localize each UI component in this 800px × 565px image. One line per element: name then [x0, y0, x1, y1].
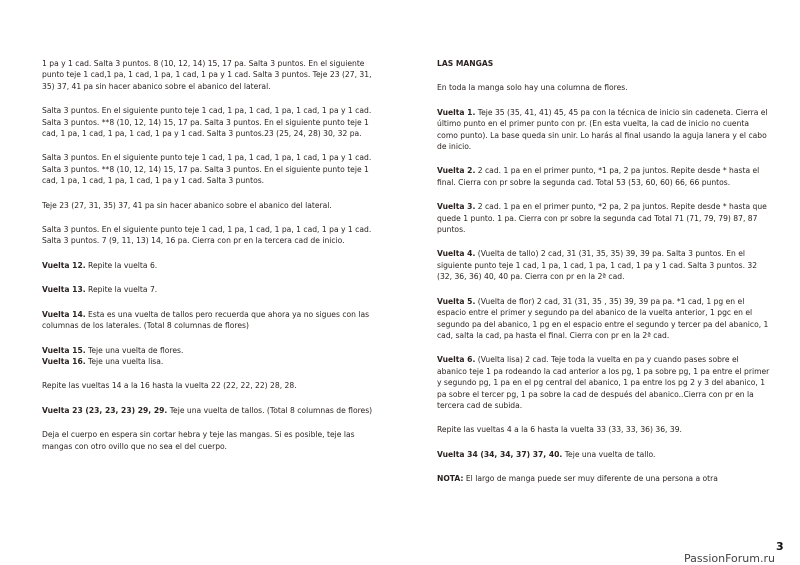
round-label: Vuelta 16.	[42, 356, 86, 366]
paragraph-text: Repite las vueltas 14 a la 16 hasta la vuelta 22 (22, 22, 22) 28, 28.	[42, 381, 297, 391]
round-label: Vuelta 1.	[437, 107, 476, 117]
paragraph	[42, 380, 374, 391]
round-label: Vuelta 3.	[437, 202, 476, 212]
round-label: NOTA:	[437, 474, 464, 484]
round-label: Vuelta 13.	[42, 285, 86, 295]
round-label: Vuelta 23 (23, 23, 23) 29, 29.	[42, 405, 168, 415]
paragraph	[42, 58, 374, 92]
paragraph-text: Teje una vuelta de tallos. (Total 8 columnas de flores)	[167, 405, 373, 415]
paragraph-text: (Vuelta de tallo) 2 cad, 31 (31, 35, 35) 39, 39 pa. Salta 3 puntos. En el siguiente punto teje 1 cad, 1 pa, 1 cad, 1 pa, 1 cad, 1 pa y 1 cad. Salta 3 puntos. 32 (32, 36, 36) 40, 40 pa. Cierra con pr en la 2ª cad.	[437, 249, 758, 282]
round-label: Vuelta 4.	[437, 249, 476, 259]
paragraph	[42, 345, 374, 356]
paragraph-text: Repite la vuelta 6.	[85, 260, 158, 270]
paragraph	[437, 201, 770, 235]
paragraph	[42, 200, 374, 211]
round-label: Vuelta 12.	[42, 260, 86, 270]
paragraph	[437, 165, 770, 188]
paragraph-text: En toda la manga solo hay una columna de flores.	[437, 83, 628, 93]
paragraph	[42, 260, 374, 271]
paragraph	[42, 309, 374, 332]
paragraph	[42, 224, 374, 247]
paragraph-text: Deja el cuerpo en espera sin cortar hebra y teje las mangas. Si es posible, teje las mangas con otro ovillo que no sea el del cuerpo.	[42, 430, 355, 451]
round-label: Vuelta 5.	[437, 296, 476, 306]
paragraph-text: Salta 3 puntos. En el siguiente punto teje 1 cad, 1 pa, 1 cad, 1 pa, 1 cad, 1 pa y 1 cad. Salta 3 puntos. **8 (10, 12, 14) 15, 17 pa. Salta 3 puntos. En el siguiente punto teje 1 cad, 1 pa, 1 cad, 1 pa, 1 cad, 1 pa y 1 cad. Salta 3 puntos.	[42, 153, 372, 186]
round-label: Vuelta 34 (34, 34, 37) 37, 40.	[437, 449, 563, 459]
round-label: Vuelta 6.	[437, 355, 476, 365]
paragraph-text: Salta 3 puntos. En el siguiente punto teje 1 cad, 1 pa, 1 cad, 1 pa, 1 cad, 1 pa y 1 cad. Salta 3 puntos. **8 (10, 12, 14) 15, 17 pa. Salta 3 puntos. En el siguiente punto teje 1 cad, 1 pa, 1 cad, 1 pa, 1 cad, 1 pa y 1 cad. Salta 3 puntos.23 (25, 24, 28) 30, 32 pa.	[42, 106, 372, 139]
paragraph-text: Teje 23 (27, 31, 35) 37, 41 pa sin hacer abanico sobre el abanico del lateral.	[42, 200, 332, 210]
paragraph-text: 2 cad. 1 pa en el primer punto, *1 pa, 2 pa juntos. Repite desde * hasta el final. Cierra con pr sobre la segunda cad. Total 53 (53, 60, 60) 66, 66 puntos.	[437, 166, 760, 187]
paragraph-text: Repite la vuelta 7.	[85, 285, 158, 295]
paragraph	[437, 473, 770, 484]
paragraph	[437, 449, 770, 460]
paragraph-text: Teje una vuelta lisa.	[85, 356, 164, 366]
round-label: Vuelta 15.	[42, 345, 86, 355]
paragraph	[42, 405, 374, 416]
paragraph	[437, 82, 770, 93]
paragraph-text: El largo de manga puede ser muy diferente de una persona a otra	[463, 474, 718, 484]
paragraph-text: (Vuelta lisa) 2 cad. Teje toda la vuelta en pa y cuando pases sobre el abanico teje 1 pa rodeando la cad anterior a los pg, 1 pa sobre pg, 1 pa entre el primer y segundo pg, 1 pa en el pg central del abanico, 1 pa entre los pg 2 y 3 del abanico, 1 pa sobre el tercer pg, 1 pa sobre la cad de después del abanico..Cierra con pr en la tercera cad de subida.	[437, 355, 770, 410]
page-number: 3	[776, 540, 784, 553]
paragraph	[437, 296, 770, 342]
paragraph-text: Teje 35 (35, 41, 41) 45, 45 pa con la técnica de inicio sin cadeneta. Cierra el último punto en el primer punto con pr. (En esta vuelta, la cad de inicio no cuenta como punto). La base queda sin unir. Lo harás al final usando la aguja lanera y el cabo de inicio.	[437, 107, 768, 152]
paragraph	[437, 107, 770, 153]
right-column	[437, 58, 770, 498]
round-label: Vuelta 14.	[42, 309, 86, 319]
paragraph	[42, 152, 374, 186]
paragraph-text: Teje una vuelta de tallo.	[562, 449, 656, 459]
paragraph	[42, 356, 374, 367]
watermark: PassionForum.ru	[684, 552, 775, 565]
round-label: Vuelta 2.	[437, 166, 476, 176]
paragraph-text: Repite las vueltas 4 a la 6 hasta la vuelta 33 (33, 33, 36) 36, 39.	[437, 425, 682, 435]
paragraph-text: 1 pa y 1 cad. Salta 3 puntos. 8 (10, 12, 14) 15, 17 pa. Salta 3 puntos. En el siguiente punto teje 1 cad,1 pa, 1 cad, 1 pa, 1 cad, 1 pa y 1 cad. Salta 3 puntos. Teje 23 (27, 31, 35) 37, 41 pa sin hacer abanico sobre el abanico del lateral.	[42, 59, 372, 91]
paragraph	[437, 424, 770, 435]
paragraph-text: (Vuelta de flor) 2 cad, 31 (31, 35 , 35) 39, 39 pa pa. *1 cad, 1 pg en el espacio entre el primer y segundo pa del abanico de la vuelta anterior, 1 pgc en el segundo pa del abanico, 1 pg en el espacio entre el segundo y tercer pa del abanico, 1 cad, salta la cad, pa hasta el final. Cierra con pr en la 2ª cad.	[437, 296, 769, 340]
paragraph	[437, 248, 770, 282]
paragraph	[42, 284, 374, 295]
paragraph-text: 2 cad. 1 pa en el primer punto, *2 pa, 2 pa juntos. Repite desde * hasta que quede 1 punto. 1 pa. Cierra con pr sobre la segunda cad Total 71 (71, 79, 79) 87, 87 puntos.	[437, 202, 767, 235]
left-column	[42, 58, 374, 465]
paragraph-text: Salta 3 puntos. En el siguiente punto teje 1 cad, 1 pa, 1 cad, 1 pa, 1 cad, 1 pa y 1 cad. Salta 3 puntos. 7 (9, 11, 13) 14, 16 pa. Cierra con pr en la tercera cad de inicio.	[42, 225, 372, 246]
section-title: LAS MANGAS	[437, 59, 494, 68]
paragraph-text: Esta es una vuelta de tallos pero recuerda que ahora ya no sigues con las columnas de los laterales. (Total 8 columnas de flores)	[42, 309, 370, 331]
paragraph-text: Teje una vuelta de flores.	[85, 345, 184, 355]
paragraph	[437, 354, 770, 411]
paragraph	[42, 429, 374, 452]
paragraph	[42, 105, 374, 139]
